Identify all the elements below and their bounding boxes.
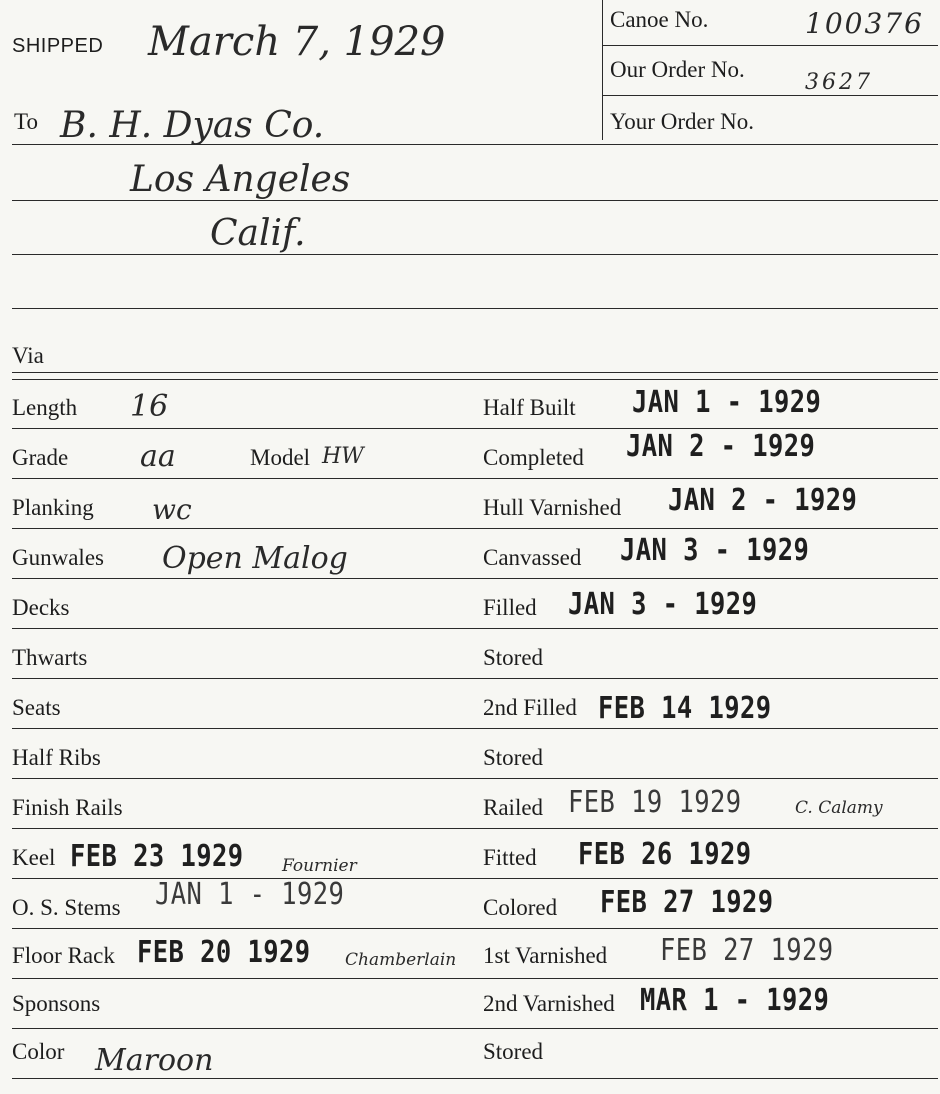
our-order-rule <box>602 95 938 96</box>
keel-stamp: FEB 23 1929 <box>70 839 244 874</box>
completed-stamp: JAN 2 - 1929 <box>626 429 816 464</box>
canoe-no-label: Canoe No. <box>610 7 709 32</box>
floor-rack-note: Chamberlain <box>345 950 457 970</box>
os-stems-stamp: JAN 1 - 1929 <box>155 877 345 912</box>
row-rule <box>12 928 938 929</box>
row-rule <box>12 678 938 679</box>
filled-stamp: JAN 3 - 1929 <box>568 587 758 622</box>
our-order-value: 3627 <box>805 70 873 95</box>
second-varnished-label: 2nd Varnished <box>483 991 615 1016</box>
row-rule <box>12 978 938 979</box>
grade-label: Grade <box>12 445 69 470</box>
stored-label-2: Stored <box>483 745 544 770</box>
shipped-label: SHIPPED <box>12 35 104 57</box>
your-order-label: Your Order No. <box>610 109 754 134</box>
model-value: HW <box>322 444 364 469</box>
canoe-no-value: 100376 <box>805 7 924 40</box>
planking-label: Planking <box>12 495 94 520</box>
address-rule-4 <box>12 308 938 309</box>
to-line-1: B. H. Dyas Co. <box>60 105 325 146</box>
os-stems-label: O. S. Stems <box>12 895 121 920</box>
thwarts-label: Thwarts <box>12 645 88 670</box>
row-rule <box>12 478 938 479</box>
floor-rack-label: Floor Rack <box>12 943 115 968</box>
colored-stamp: FEB 27 1929 <box>600 885 774 920</box>
row-rule <box>12 878 938 879</box>
stored-label-1: Stored <box>483 645 544 670</box>
to-label: To <box>14 109 38 134</box>
sponsons-label: Sponsons <box>12 991 101 1016</box>
length-label: Length <box>12 395 78 420</box>
keel-label: Keel <box>12 845 56 870</box>
half-built-label: Half Built <box>483 395 576 420</box>
finish-rails-label: Finish Rails <box>12 795 123 820</box>
row-rule <box>12 628 938 629</box>
railed-label: Railed <box>483 795 544 820</box>
second-filled-stamp: FEB 14 1929 <box>598 691 772 726</box>
color-label: Color <box>12 1039 65 1064</box>
row-rule <box>12 1078 938 1079</box>
half-ribs-label: Half Ribs <box>12 745 101 770</box>
stored-label-3: Stored <box>483 1039 544 1064</box>
row-rule <box>12 728 938 729</box>
keel-note: Fournier <box>282 856 357 876</box>
canvassed-label: Canvassed <box>483 545 582 570</box>
second-filled-label: 2nd Filled <box>483 695 577 720</box>
gunwales-value: Open Malog <box>162 541 348 576</box>
seats-label: Seats <box>12 695 61 720</box>
hull-varnished-stamp: JAN 2 - 1929 <box>668 483 858 518</box>
to-line-3: Calif. <box>210 213 306 254</box>
row-rule <box>12 578 938 579</box>
via-rule-2 <box>12 379 938 380</box>
decks-label: Decks <box>12 595 70 620</box>
length-value: 16 <box>130 389 169 424</box>
shipped-date: March 7, 1929 <box>148 19 446 65</box>
row-rule <box>12 778 938 779</box>
address-rule-3 <box>12 254 938 255</box>
row-rule <box>12 828 938 829</box>
completed-label: Completed <box>483 445 584 470</box>
first-varnished-label: 1st Varnished <box>483 943 608 968</box>
half-built-stamp: JAN 1 - 1929 <box>632 385 822 420</box>
hull-varnished-label: Hull Varnished <box>483 495 622 520</box>
canvassed-stamp: JAN 3 - 1929 <box>620 533 810 568</box>
railed-stamp: FEB 19 1929 <box>568 785 742 820</box>
gunwales-label: Gunwales <box>12 545 104 570</box>
canoe-no-rule <box>602 45 938 46</box>
via-rule-1 <box>12 372 938 373</box>
railed-note: C. Calamy <box>795 798 883 818</box>
via-label: Via <box>12 343 44 368</box>
floor-rack-stamp: FEB 20 1929 <box>137 935 311 970</box>
filled-label: Filled <box>483 595 537 620</box>
to-line-2: Los Angeles <box>130 159 351 200</box>
address-rule-2 <box>12 200 938 201</box>
fitted-stamp: FEB 26 1929 <box>578 837 752 872</box>
colored-label: Colored <box>483 895 558 920</box>
grade-value: aa <box>140 439 176 474</box>
row-rule <box>12 528 938 529</box>
second-varnished-stamp: MAR 1 - 1929 <box>640 983 830 1018</box>
order-box-divider <box>602 0 603 140</box>
first-varnished-stamp: FEB 27 1929 <box>660 933 834 968</box>
row-rule <box>12 1028 938 1029</box>
address-rule-1 <box>12 144 938 145</box>
color-value: Maroon <box>95 1043 214 1078</box>
fitted-label: Fitted <box>483 845 537 870</box>
model-label: Model <box>250 445 311 470</box>
our-order-label: Our Order No. <box>610 57 745 82</box>
planking-value: wc <box>152 493 192 526</box>
